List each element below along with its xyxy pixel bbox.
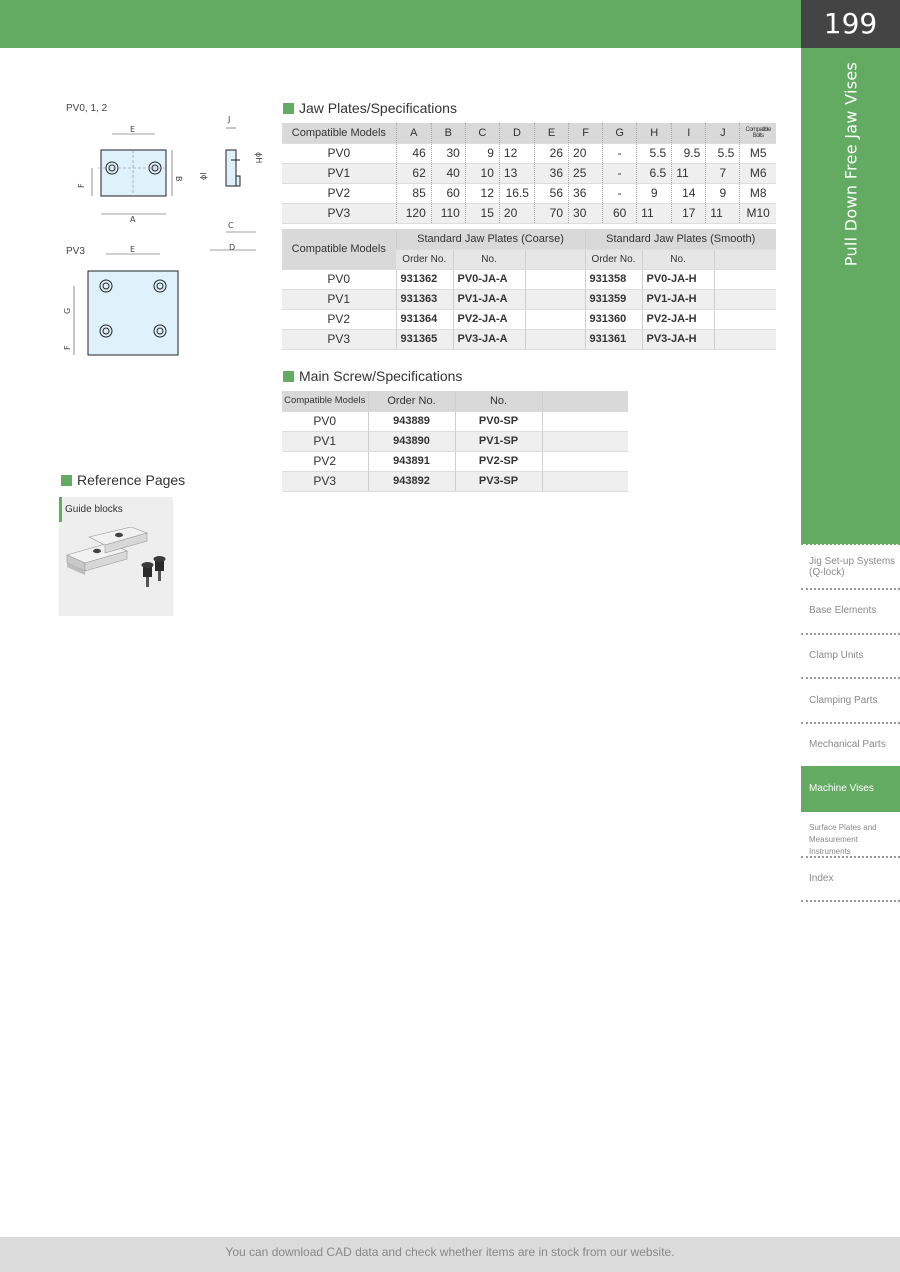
dim-phi-h-label: ϕH (254, 152, 263, 164)
jaw-plates-order-table (282, 229, 776, 350)
empty-cell (714, 329, 776, 349)
dim-j-label: J (228, 115, 231, 124)
table-row (282, 411, 628, 431)
main-screw-table (282, 391, 628, 492)
empty-cell (714, 269, 776, 289)
dim-a-label: A (130, 215, 136, 224)
specs-cell: - (603, 163, 637, 183)
specs-cell: 20 (569, 143, 603, 163)
specs-cell: 30 (569, 203, 603, 223)
order-subheader-empty (714, 249, 776, 269)
specs-cell: 26 (534, 143, 568, 163)
specs-header: Compatible Models (282, 123, 396, 143)
specs-header: I (672, 123, 706, 143)
order-model: PV0 (282, 269, 396, 289)
specs-header: C (465, 123, 499, 143)
part-number: PV0-JA-H (642, 269, 714, 289)
screw-model: PV3 (282, 471, 368, 491)
specs-cell: 17 (672, 203, 706, 223)
specs-cell: 56 (534, 183, 568, 203)
jaw-plates-section-title-text: Jaw Plates/Specifications (299, 100, 457, 116)
jaw-plates-section-title (283, 100, 457, 116)
part-number: PV0-JA-A (453, 269, 525, 289)
part-number: PV2-JA-A (453, 309, 525, 329)
dim-e-label: E (130, 125, 136, 134)
order-number: 931360 (585, 309, 642, 329)
empty-cell (714, 289, 776, 309)
specs-cell: 20 (499, 203, 534, 223)
top-header-bar (0, 0, 801, 48)
nav-separator (801, 856, 900, 858)
part-number: PV2-SP (455, 451, 542, 471)
reference-pages-title-text: Reference Pages (77, 472, 186, 488)
specs-cell: PV2 (282, 183, 396, 203)
specs-header: F (569, 123, 603, 143)
part-number: PV1-JA-H (642, 289, 714, 309)
footer-notice: You can download CAD data and check whether items are in stock from our website. (0, 1237, 900, 1272)
screw-model: PV2 (282, 451, 368, 471)
specs-cell: 85 (396, 183, 431, 203)
specs-cell: 40 (431, 163, 465, 183)
order-number: 943891 (368, 451, 455, 471)
specs-cell: 12 (465, 183, 499, 203)
specs-cell: 46 (396, 143, 431, 163)
nav-item-base-elements[interactable]: Base Elements (809, 605, 877, 616)
specs-cell: 14 (672, 183, 706, 203)
empty-cell (542, 411, 628, 431)
order-number: 943889 (368, 411, 455, 431)
order-subheader-empty (525, 249, 585, 269)
specs-cell: 7 (706, 163, 740, 183)
table-row (282, 183, 776, 203)
page-number: 199 (801, 0, 900, 48)
empty-cell (525, 309, 585, 329)
nav-item-surface-plates[interactable]: Surface Plates and Measurement Instruments (809, 823, 877, 856)
specs-cell: 60 (431, 183, 465, 203)
empty-cell (542, 431, 628, 451)
table-row (282, 269, 776, 289)
order-model: PV2 (282, 309, 396, 329)
specs-table (282, 123, 776, 224)
specs-cell: 25 (569, 163, 603, 183)
empty-cell (714, 309, 776, 329)
specs-cell: 60 (603, 203, 637, 223)
diagram-label-pv012: PV0, 1, 2 (66, 103, 108, 114)
order-number: 943890 (368, 431, 455, 451)
specs-cell: 6.5 (637, 163, 672, 183)
main-screw-section-title-text: Main Screw/Specifications (299, 368, 463, 384)
empty-cell (525, 289, 585, 309)
empty-cell (542, 471, 628, 491)
table-row (282, 329, 776, 349)
order-number: 931364 (396, 309, 453, 329)
order-subheader: Order No. (396, 249, 453, 269)
section-marker (283, 371, 294, 382)
order-number: 931361 (585, 329, 642, 349)
part-number: PV3-JA-A (453, 329, 525, 349)
screw-header-empty (542, 391, 628, 411)
order-header-models: Compatible Models (282, 229, 396, 269)
specs-cell: 36 (534, 163, 568, 183)
specs-cell: 5.5 (706, 143, 740, 163)
main-screw-section-title (283, 368, 462, 384)
table-row (282, 203, 776, 223)
nav-item-clamping-parts[interactable]: Clamping Parts (809, 695, 878, 706)
sidebar-category-title (801, 48, 900, 278)
specs-cell: 15 (465, 203, 499, 223)
specs-cell: PV1 (282, 163, 396, 183)
dim-b-label: B (174, 176, 183, 182)
reference-card-label: Guide blocks (65, 504, 123, 515)
reference-pages-title (61, 472, 185, 488)
table-row (282, 163, 776, 183)
specs-cell: 9 (465, 143, 499, 163)
dim-d-label: D (229, 243, 236, 252)
specs-header: G (603, 123, 637, 143)
specs-header: A (396, 123, 431, 143)
specs-cell: 12 (499, 143, 534, 163)
dim-g-label: G (63, 307, 72, 314)
specs-header: D (499, 123, 534, 143)
table-row (282, 309, 776, 329)
dim-f-label-pv3: F (63, 345, 72, 350)
specs-cell: 9 (637, 183, 672, 203)
specs-cell: 9 (706, 183, 740, 203)
part-number: PV1-JA-A (453, 289, 525, 309)
order-number: 931365 (396, 329, 453, 349)
part-number: PV3-JA-H (642, 329, 714, 349)
specs-cell: 13 (499, 163, 534, 183)
specs-cell: M6 (740, 163, 776, 183)
nav-separator (801, 677, 900, 679)
specs-cell: M10 (740, 203, 776, 223)
part-number: PV3-SP (455, 471, 542, 491)
specs-cell: 5.5 (637, 143, 672, 163)
order-number: 931358 (585, 269, 642, 289)
nav-item-mechanical-parts[interactable]: Mechanical Parts (809, 739, 886, 750)
screw-model: PV0 (282, 411, 368, 431)
order-number: 943892 (368, 471, 455, 491)
screw-header: Order No. (368, 391, 455, 411)
specs-cell: 30 (431, 143, 465, 163)
dim-phi-i-label: ϕI (199, 172, 208, 180)
specs-cell: 11 (672, 163, 706, 183)
specs-cell: 16.5 (499, 183, 534, 203)
order-number: 931363 (396, 289, 453, 309)
table-row (282, 451, 628, 471)
section-marker (61, 475, 72, 486)
specs-cell: - (603, 143, 637, 163)
order-model: PV3 (282, 329, 396, 349)
sidebar-divider (801, 543, 900, 545)
order-header-coarse: Standard Jaw Plates (Coarse) (396, 229, 585, 249)
specs-cell: 9.5 (672, 143, 706, 163)
table-row (282, 289, 776, 309)
specs-header: H (637, 123, 672, 143)
specs-cell: 70 (534, 203, 568, 223)
diagram-label-pv3: PV3 (66, 246, 85, 257)
specs-header: J (706, 123, 740, 143)
empty-cell (542, 451, 628, 471)
nav-separator (801, 633, 900, 635)
table-row (282, 471, 628, 491)
jaw-plate-diagram (60, 110, 280, 380)
part-number: PV1-SP (455, 431, 542, 451)
specs-header: Compatible Bolts (740, 123, 776, 143)
nav-item-jig-setup[interactable]: Jig Set-up Systems (Q-lock) (809, 556, 896, 578)
nav-item-index[interactable]: Index (809, 873, 834, 884)
order-model: PV1 (282, 289, 396, 309)
part-number: PV2-JA-H (642, 309, 714, 329)
specs-cell: 62 (396, 163, 431, 183)
specs-cell: M8 (740, 183, 776, 203)
specs-cell: 11 (706, 203, 740, 223)
screw-header: Compatible Models (282, 391, 368, 411)
dim-f-label: F (77, 183, 86, 188)
dim-c-label: C (228, 221, 234, 230)
table-row (282, 431, 628, 451)
part-number: PV0-SP (455, 411, 542, 431)
table-row (282, 143, 776, 163)
empty-cell (525, 329, 585, 349)
nav-separator (801, 588, 900, 590)
specs-cell: 110 (431, 203, 465, 223)
specs-cell: 120 (396, 203, 431, 223)
reference-card-accent (59, 497, 62, 522)
sidebar-category-title-text: Pull Down Free Jaw Vises (841, 61, 861, 267)
specs-cell: PV0 (282, 143, 396, 163)
order-subheader: No. (453, 249, 525, 269)
guide-blocks-image (63, 527, 173, 607)
nav-separator (801, 722, 900, 724)
dim-e-label-pv3: E (130, 245, 136, 254)
specs-cell: PV3 (282, 203, 396, 223)
nav-item-machine-vises[interactable]: Machine Vises (801, 766, 900, 812)
specs-cell: M5 (740, 143, 776, 163)
order-subheader: No. (642, 249, 714, 269)
specs-cell: 11 (637, 203, 672, 223)
order-number: 931362 (396, 269, 453, 289)
specs-cell: 10 (465, 163, 499, 183)
specs-cell: - (603, 183, 637, 203)
section-marker (283, 103, 294, 114)
nav-separator (801, 900, 900, 902)
nav-item-clamp-units[interactable]: Clamp Units (809, 650, 864, 661)
order-subheader: Order No. (585, 249, 642, 269)
screw-header: No. (455, 391, 542, 411)
reference-card-guide-blocks[interactable] (59, 497, 173, 616)
screw-model: PV1 (282, 431, 368, 451)
specs-header: E (534, 123, 568, 143)
specs-header: B (431, 123, 465, 143)
order-number: 931359 (585, 289, 642, 309)
order-header-smooth: Standard Jaw Plates (Smooth) (585, 229, 776, 249)
empty-cell (525, 269, 585, 289)
specs-cell: 36 (569, 183, 603, 203)
